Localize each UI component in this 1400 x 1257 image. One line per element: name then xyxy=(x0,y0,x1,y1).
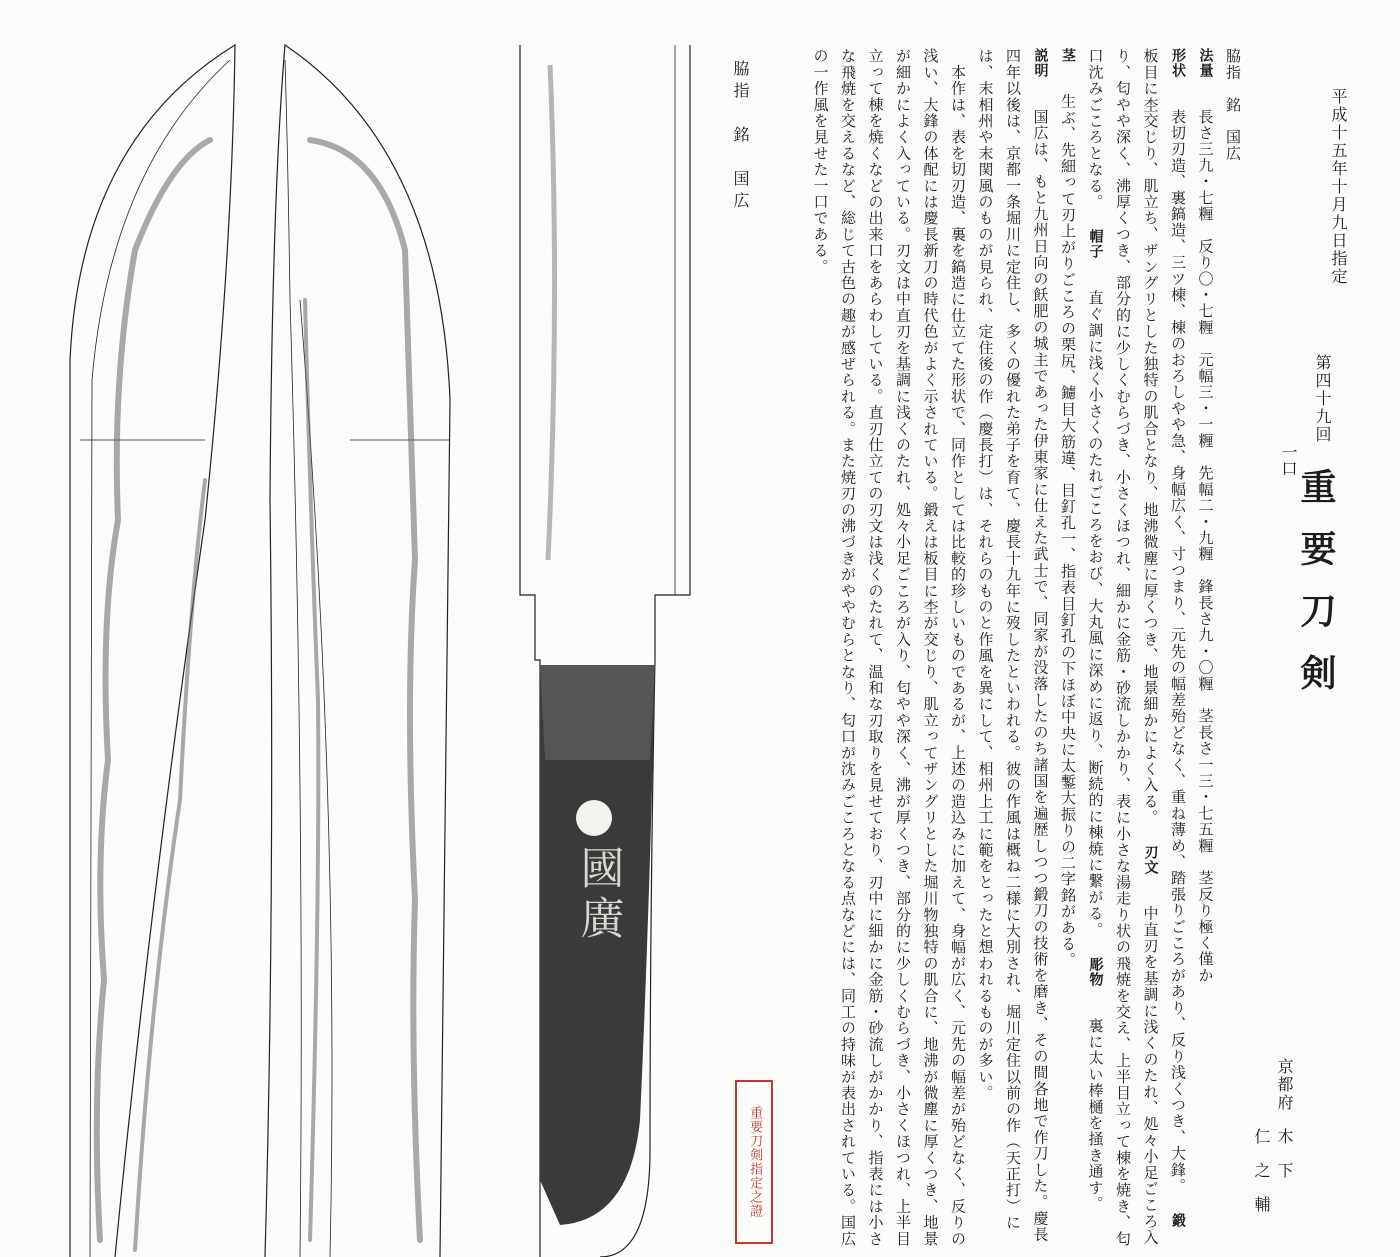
text-setsumei-1: 国広は、もと九州日向の飫肥の城主であった伊東家に仕えた武士で、同家が没落したのち諸国を遍歴しつつ鍛刀の技術を磨き、その間各地で作刀した。慶長四年以後は、京都一条堀川に定住し、多くの優れた弟子を育て、慶長十九年に歿したといわれる。彼の作風は概ね二様に大別され、堀川定住以前の作（天正打）には、末相州や末関風のものが見られ、定住後の作（慶長打）は、それらのものと作風を異にして、相州上工に範をとったと想われるものが多い。 xyxy=(976,48,1050,1243)
section-setsumei xyxy=(971,48,1054,1248)
section-keijo xyxy=(1081,48,1191,1248)
label-hoyo: 法量 xyxy=(1197,48,1214,79)
section-nakago xyxy=(1054,48,1082,1248)
label-kitae: 鍛 xyxy=(1170,1213,1186,1229)
text-keijo: 表切刃造、裏鎬造、三ツ棟、棟のおろしやや急、身幅広く、寸つまり、元先の幅差殆どなく、重ね薄め、踏張りごころがあり、反り浅くつき、大鋒。 xyxy=(1169,108,1187,1195)
body-text xyxy=(806,48,1246,1248)
designation-date: 平成十五年十月九日指定 xyxy=(1329,88,1348,286)
label-setsumei: 説明 xyxy=(1032,48,1049,79)
tang-inscription: 國廣 xyxy=(572,845,624,945)
text-hamon: 中直刃を基調に浅くのたれ、処々小足ごころ入り、匂やや深く、沸厚くつき、部分的に少しくむらづき、小さくほつれ、細かに金筋・砂流しかかり、表に小さな湯走り状の飛焼を交え、上半目立って棟を焼き、匂口沈みごころとなる。 xyxy=(1086,48,1160,1247)
owner-name: 木下 仁之輔 xyxy=(1252,1128,1294,1230)
certificate-seal: 重要刀剣指定之證 xyxy=(735,1080,773,1244)
text-kitae: 板目に杢交じり、肌立ち、ザングリとした独特の肌合となり、地沸微塵に厚くつき、地景細かによく入る。 xyxy=(1141,48,1160,826)
owner-prefecture: 京都府 xyxy=(1275,1058,1294,1112)
text-hoyo: 長さ三九・七糎 反り〇・七糎 元幅三・一糎 先幅二・九糎 鋒長さ九・〇糎 茎長さ一三・七五糎 茎反り極く僅か xyxy=(1196,108,1215,984)
hamon-front xyxy=(97,140,210,1250)
label-hamon: 刃文 xyxy=(1142,844,1159,876)
label-keijo: 形状 xyxy=(1170,48,1186,79)
hamon-back xyxy=(305,140,420,1240)
item-title: 脇指 銘 国広 xyxy=(1224,48,1242,162)
label-boshi: 帽子 xyxy=(1087,229,1104,260)
blade-back xyxy=(265,45,450,1257)
section-setsumei-2 xyxy=(806,48,971,1248)
page-title: 重要刀剣 xyxy=(1295,468,1337,716)
text-nakago: 生ぶ、先細って刃上がりごころの栗尻、鑢目大筋違、目釘孔一、指表目釘孔の下ほぼ中央に太鏨大振りの二字銘がある。 xyxy=(1059,93,1077,969)
left-caption: 脇指 銘 国広 xyxy=(731,60,750,214)
section-hoyo xyxy=(1191,48,1219,1248)
text-horimono: 裏に太い棒樋を掻き通す。 xyxy=(1086,1017,1105,1213)
label-nakago: 茎 xyxy=(1060,48,1076,64)
session-number: 第四十九回 xyxy=(1313,354,1332,444)
text-boshi: 直ぐ調に浅く小さくのたれごころをおび、大丸風に深めに返り、断続的に棟焼に繋がる。 xyxy=(1086,289,1105,938)
label-horimono: 彫物 xyxy=(1087,957,1104,988)
item-count: 一口 xyxy=(1279,444,1298,476)
tang-drawing xyxy=(520,45,690,1257)
description-text xyxy=(770,28,1370,1247)
text-setsumei-2: 本作は、表を切刃造、裏を鎬造に仕立てた形状で、同作としては比較的珍しいものであるが、上述の造込みに加えて、身幅が広く、元先の幅差が殆どなく、反りの浅い、大鋒の体配には慶長新刀の時代色がよく示されている。鍛えは板目に杢が交じり、肌立ってザングリとした堀川物独特の肌合に、地沸が微塵に厚くつき、地景が細かによく入っている。刃文は中直刃を基調に浅くのたれ、処々小足ごころが入り、匂やや深く、沸が厚くつき、部分的に少しくむらづき、小さくほつれ、上半目立って棟を焼くなどの出来口をあらわしている。直刃仕立ての刃文は浅くのたれて、温和な刃取りを見せており、刃中に細かに金筋・砂流しがかかり、指表には小さな飛焼を交えるなど、総じて古色の趣が感ぜられる。また焼刃の沸づきがややむらとなり、匂口が沈みごころとなる点などには、同工の持味が表出されている。国広の一作風を見せた一口である。 xyxy=(811,48,967,1247)
